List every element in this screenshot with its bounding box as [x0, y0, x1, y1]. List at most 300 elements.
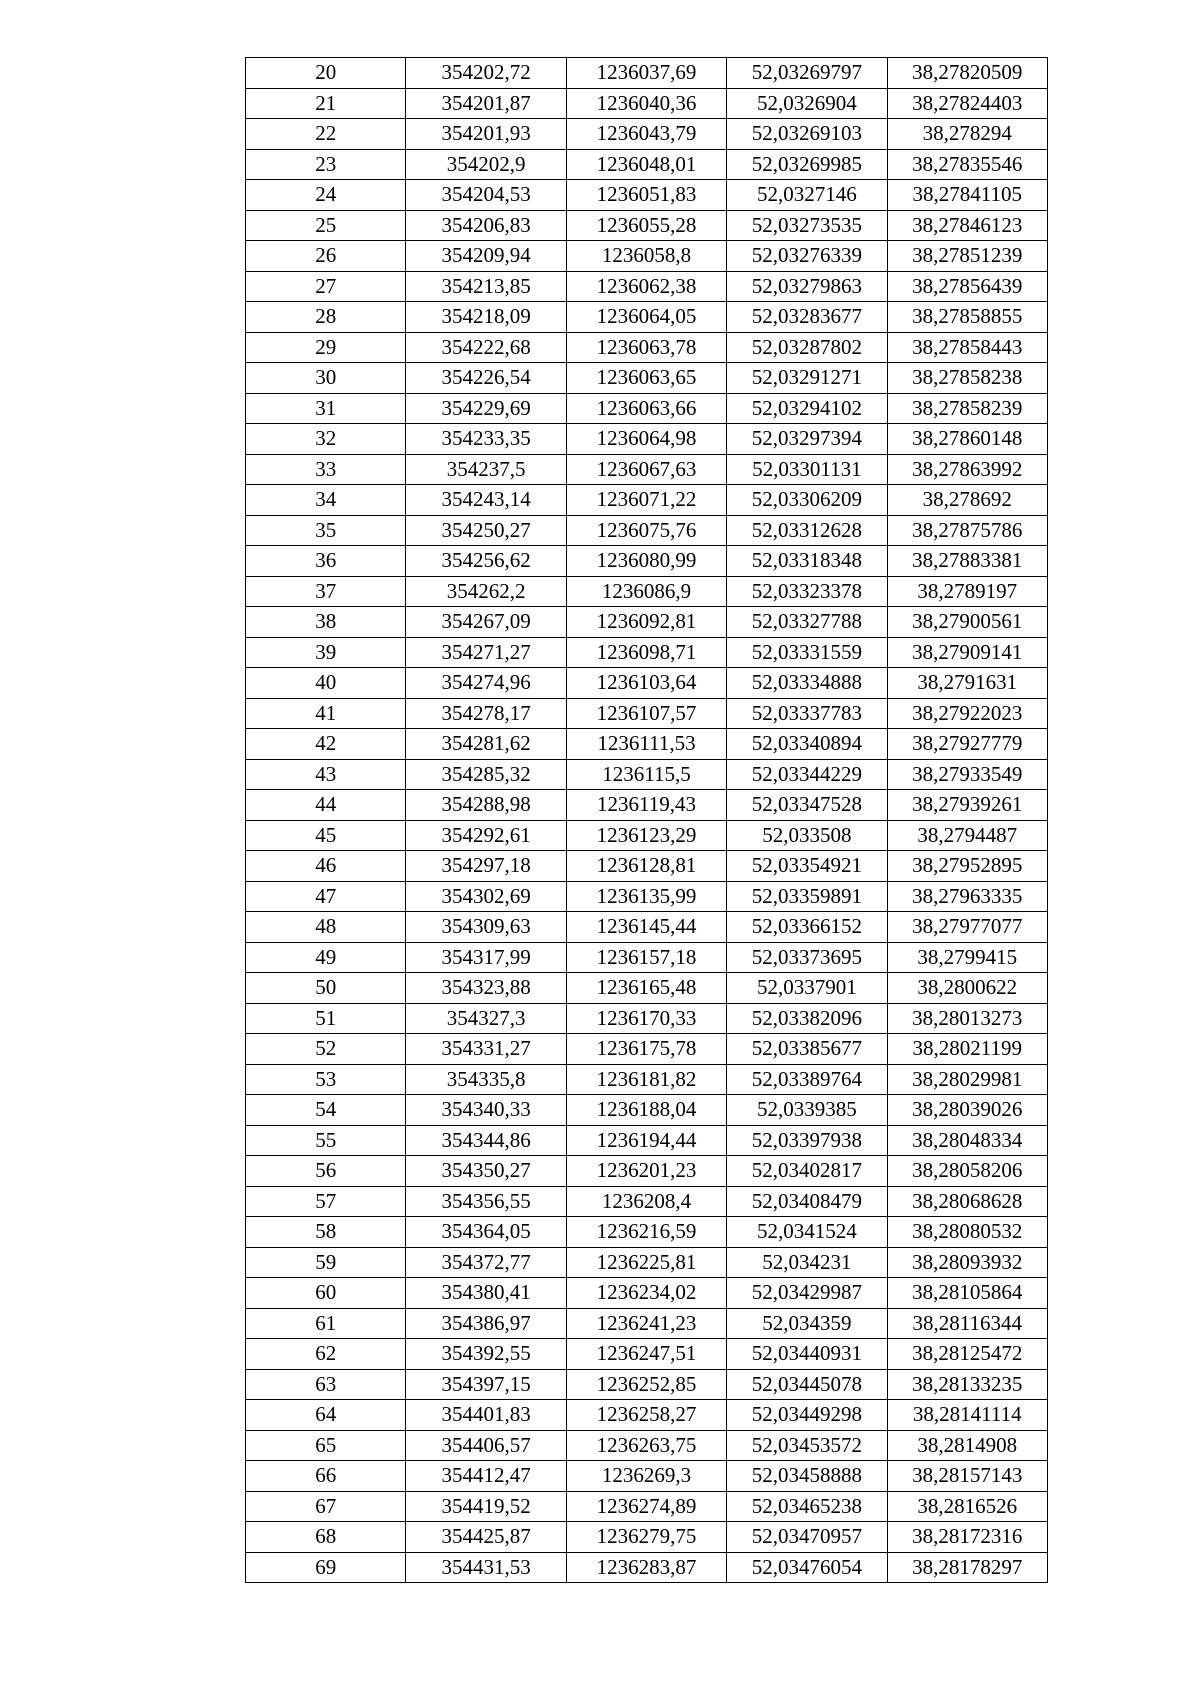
x-coordinate-cell: 354243,14: [406, 485, 566, 516]
point-number-cell: 23: [246, 149, 406, 180]
table-row: [246, 912, 1048, 943]
y-coordinate-cell: 1236115,5: [566, 759, 726, 790]
latitude-cell: 52,03453572: [727, 1430, 887, 1461]
x-coordinate-cell: 354285,32: [406, 759, 566, 790]
point-number-cell: 57: [246, 1186, 406, 1217]
latitude-cell: 52,03306209: [727, 485, 887, 516]
x-coordinate-cell: 354237,5: [406, 454, 566, 485]
table-row: [246, 1308, 1048, 1339]
latitude-cell: 52,0327146: [727, 180, 887, 211]
point-number-cell: 22: [246, 119, 406, 150]
longitude-cell: 38,27858238: [887, 363, 1047, 394]
x-coordinate-cell: 354281,62: [406, 729, 566, 760]
x-coordinate-cell: 354256,62: [406, 546, 566, 577]
y-coordinate-cell: 1236048,01: [566, 149, 726, 180]
y-coordinate-cell: 1236234,02: [566, 1278, 726, 1309]
point-number-cell: 51: [246, 1003, 406, 1034]
x-coordinate-cell: 354431,53: [406, 1552, 566, 1583]
point-number-cell: 52: [246, 1034, 406, 1065]
x-coordinate-cell: 354406,57: [406, 1430, 566, 1461]
latitude-cell: 52,03354921: [727, 851, 887, 882]
longitude-cell: 38,28021199: [887, 1034, 1047, 1065]
table-row: [246, 515, 1048, 546]
point-number-cell: 20: [246, 58, 406, 89]
longitude-cell: 38,27835546: [887, 149, 1047, 180]
longitude-cell: 38,28133235: [887, 1369, 1047, 1400]
y-coordinate-cell: 1236188,04: [566, 1095, 726, 1126]
point-number-cell: 39: [246, 637, 406, 668]
longitude-cell: 38,27824403: [887, 88, 1047, 119]
table-row: [246, 1491, 1048, 1522]
point-number-cell: 38: [246, 607, 406, 638]
x-coordinate-cell: 354233,35: [406, 424, 566, 455]
longitude-cell: 38,2794487: [887, 820, 1047, 851]
longitude-cell: 38,28029981: [887, 1064, 1047, 1095]
latitude-cell: 52,03334888: [727, 668, 887, 699]
table-row: [246, 1461, 1048, 1492]
table-row: [246, 729, 1048, 760]
latitude-cell: 52,03449298: [727, 1400, 887, 1431]
x-coordinate-cell: 354344,86: [406, 1125, 566, 1156]
y-coordinate-cell: 1236055,28: [566, 210, 726, 241]
latitude-cell: 52,034359: [727, 1308, 887, 1339]
y-coordinate-cell: 1236103,64: [566, 668, 726, 699]
point-number-cell: 26: [246, 241, 406, 272]
table-row: [246, 1339, 1048, 1370]
point-number-cell: 29: [246, 332, 406, 363]
point-number-cell: 45: [246, 820, 406, 851]
y-coordinate-cell: 1236145,44: [566, 912, 726, 943]
point-number-cell: 68: [246, 1522, 406, 1553]
y-coordinate-cell: 1236181,82: [566, 1064, 726, 1095]
latitude-cell: 52,034231: [727, 1247, 887, 1278]
point-number-cell: 40: [246, 668, 406, 699]
latitude-cell: 52,03347528: [727, 790, 887, 821]
latitude-cell: 52,03318348: [727, 546, 887, 577]
point-number-cell: 56: [246, 1156, 406, 1187]
table-row: [246, 942, 1048, 973]
longitude-cell: 38,2791631: [887, 668, 1047, 699]
x-coordinate-cell: 354292,61: [406, 820, 566, 851]
point-number-cell: 64: [246, 1400, 406, 1431]
x-coordinate-cell: 354356,55: [406, 1186, 566, 1217]
longitude-cell: 38,28125472: [887, 1339, 1047, 1370]
longitude-cell: 38,27863992: [887, 454, 1047, 485]
latitude-cell: 52,03366152: [727, 912, 887, 943]
x-coordinate-cell: 354401,83: [406, 1400, 566, 1431]
latitude-cell: 52,03440931: [727, 1339, 887, 1370]
y-coordinate-cell: 1236263,75: [566, 1430, 726, 1461]
longitude-cell: 38,27858443: [887, 332, 1047, 363]
y-coordinate-cell: 1236064,05: [566, 302, 726, 333]
y-coordinate-cell: 1236107,57: [566, 698, 726, 729]
longitude-cell: 38,2814908: [887, 1430, 1047, 1461]
longitude-cell: 38,28178297: [887, 1552, 1047, 1583]
y-coordinate-cell: 1236208,4: [566, 1186, 726, 1217]
point-number-cell: 21: [246, 88, 406, 119]
coordinates-table-body: [246, 58, 1048, 1583]
longitude-cell: 38,28048334: [887, 1125, 1047, 1156]
latitude-cell: 52,03273535: [727, 210, 887, 241]
point-number-cell: 66: [246, 1461, 406, 1492]
latitude-cell: 52,03340894: [727, 729, 887, 760]
latitude-cell: 52,0341524: [727, 1217, 887, 1248]
point-number-cell: 62: [246, 1339, 406, 1370]
x-coordinate-cell: 354262,2: [406, 576, 566, 607]
longitude-cell: 38,27963335: [887, 881, 1047, 912]
latitude-cell: 52,03269985: [727, 149, 887, 180]
y-coordinate-cell: 1236051,83: [566, 180, 726, 211]
table-row: [246, 1125, 1048, 1156]
longitude-cell: 38,28058206: [887, 1156, 1047, 1187]
x-coordinate-cell: 354288,98: [406, 790, 566, 821]
point-number-cell: 44: [246, 790, 406, 821]
table-row: [246, 1278, 1048, 1309]
x-coordinate-cell: 354204,53: [406, 180, 566, 211]
y-coordinate-cell: 1236086,9: [566, 576, 726, 607]
y-coordinate-cell: 1236067,63: [566, 454, 726, 485]
y-coordinate-cell: 1236080,99: [566, 546, 726, 577]
longitude-cell: 38,2799415: [887, 942, 1047, 973]
latitude-cell: 52,03458888: [727, 1461, 887, 1492]
y-coordinate-cell: 1236279,75: [566, 1522, 726, 1553]
x-coordinate-cell: 354397,15: [406, 1369, 566, 1400]
table-row: [246, 424, 1048, 455]
point-number-cell: 41: [246, 698, 406, 729]
table-row: [246, 851, 1048, 882]
table-row: [246, 668, 1048, 699]
y-coordinate-cell: 1236092,81: [566, 607, 726, 638]
x-coordinate-cell: 354331,27: [406, 1034, 566, 1065]
x-coordinate-cell: 354229,69: [406, 393, 566, 424]
table-row: [246, 973, 1048, 1004]
longitude-cell: 38,27860148: [887, 424, 1047, 455]
y-coordinate-cell: 1236063,65: [566, 363, 726, 394]
point-number-cell: 55: [246, 1125, 406, 1156]
latitude-cell: 52,03445078: [727, 1369, 887, 1400]
y-coordinate-cell: 1236252,85: [566, 1369, 726, 1400]
latitude-cell: 52,03283677: [727, 302, 887, 333]
y-coordinate-cell: 1236111,53: [566, 729, 726, 760]
point-number-cell: 28: [246, 302, 406, 333]
x-coordinate-cell: 354425,87: [406, 1522, 566, 1553]
y-coordinate-cell: 1236063,78: [566, 332, 726, 363]
x-coordinate-cell: 354274,96: [406, 668, 566, 699]
x-coordinate-cell: 354364,05: [406, 1217, 566, 1248]
point-number-cell: 60: [246, 1278, 406, 1309]
longitude-cell: 38,27883381: [887, 546, 1047, 577]
point-number-cell: 34: [246, 485, 406, 516]
x-coordinate-cell: 354323,88: [406, 973, 566, 1004]
latitude-cell: 52,03429987: [727, 1278, 887, 1309]
latitude-cell: 52,03402817: [727, 1156, 887, 1187]
x-coordinate-cell: 354327,3: [406, 1003, 566, 1034]
latitude-cell: 52,03344229: [727, 759, 887, 790]
coordinates-table: [245, 57, 1048, 1583]
y-coordinate-cell: 1236135,99: [566, 881, 726, 912]
longitude-cell: 38,2816526: [887, 1491, 1047, 1522]
latitude-cell: 52,03389764: [727, 1064, 887, 1095]
latitude-cell: 52,03476054: [727, 1552, 887, 1583]
y-coordinate-cell: 1236258,27: [566, 1400, 726, 1431]
x-coordinate-cell: 354206,83: [406, 210, 566, 241]
table-row: [246, 485, 1048, 516]
longitude-cell: 38,278692: [887, 485, 1047, 516]
y-coordinate-cell: 1236119,43: [566, 790, 726, 821]
point-number-cell: 53: [246, 1064, 406, 1095]
longitude-cell: 38,28157143: [887, 1461, 1047, 1492]
point-number-cell: 33: [246, 454, 406, 485]
table-row: [246, 607, 1048, 638]
latitude-cell: 52,03465238: [727, 1491, 887, 1522]
latitude-cell: 52,03269103: [727, 119, 887, 150]
table-row: [246, 1247, 1048, 1278]
longitude-cell: 38,27820509: [887, 58, 1047, 89]
table-row: [246, 332, 1048, 363]
table-row: [246, 88, 1048, 119]
latitude-cell: 52,03327788: [727, 607, 887, 638]
table-row: [246, 302, 1048, 333]
latitude-cell: 52,03287802: [727, 332, 887, 363]
table-row: [246, 1156, 1048, 1187]
longitude-cell: 38,28068628: [887, 1186, 1047, 1217]
point-number-cell: 63: [246, 1369, 406, 1400]
table-row: [246, 149, 1048, 180]
table-row: [246, 759, 1048, 790]
y-coordinate-cell: 1236071,22: [566, 485, 726, 516]
point-number-cell: 43: [246, 759, 406, 790]
x-coordinate-cell: 354335,8: [406, 1064, 566, 1095]
x-coordinate-cell: 354267,09: [406, 607, 566, 638]
x-coordinate-cell: 354218,09: [406, 302, 566, 333]
point-number-cell: 30: [246, 363, 406, 394]
y-coordinate-cell: 1236075,76: [566, 515, 726, 546]
table-row: [246, 241, 1048, 272]
latitude-cell: 52,03382096: [727, 1003, 887, 1034]
table-row: [246, 637, 1048, 668]
y-coordinate-cell: 1236170,33: [566, 1003, 726, 1034]
latitude-cell: 52,0326904: [727, 88, 887, 119]
x-coordinate-cell: 354340,33: [406, 1095, 566, 1126]
x-coordinate-cell: 354250,27: [406, 515, 566, 546]
latitude-cell: 52,03269797: [727, 58, 887, 89]
longitude-cell: 38,2789197: [887, 576, 1047, 607]
longitude-cell: 38,2800622: [887, 973, 1047, 1004]
longitude-cell: 38,27841105: [887, 180, 1047, 211]
table-row: [246, 790, 1048, 821]
table-row: [246, 1430, 1048, 1461]
longitude-cell: 38,27858855: [887, 302, 1047, 333]
point-number-cell: 31: [246, 393, 406, 424]
longitude-cell: 38,27858239: [887, 393, 1047, 424]
table-row: [246, 698, 1048, 729]
table-row: [246, 1186, 1048, 1217]
latitude-cell: 52,03385677: [727, 1034, 887, 1065]
y-coordinate-cell: 1236201,23: [566, 1156, 726, 1187]
table-row: [246, 1034, 1048, 1065]
x-coordinate-cell: 354302,69: [406, 881, 566, 912]
table-row: [246, 393, 1048, 424]
point-number-cell: 32: [246, 424, 406, 455]
y-coordinate-cell: 1236098,71: [566, 637, 726, 668]
latitude-cell: 52,03331559: [727, 637, 887, 668]
x-coordinate-cell: 354213,85: [406, 271, 566, 302]
table-row: [246, 1522, 1048, 1553]
longitude-cell: 38,27922023: [887, 698, 1047, 729]
point-number-cell: 25: [246, 210, 406, 241]
latitude-cell: 52,03276339: [727, 241, 887, 272]
x-coordinate-cell: 354297,18: [406, 851, 566, 882]
point-number-cell: 59: [246, 1247, 406, 1278]
table-row: [246, 119, 1048, 150]
table-row: [246, 363, 1048, 394]
table-row: [246, 271, 1048, 302]
table-row: [246, 58, 1048, 89]
x-coordinate-cell: 354380,41: [406, 1278, 566, 1309]
table-row: [246, 1095, 1048, 1126]
latitude-cell: 52,03312628: [727, 515, 887, 546]
point-number-cell: 48: [246, 912, 406, 943]
y-coordinate-cell: 1236216,59: [566, 1217, 726, 1248]
latitude-cell: 52,03301131: [727, 454, 887, 485]
x-coordinate-cell: 354386,97: [406, 1308, 566, 1339]
longitude-cell: 38,28172316: [887, 1522, 1047, 1553]
longitude-cell: 38,27952895: [887, 851, 1047, 882]
y-coordinate-cell: 1236157,18: [566, 942, 726, 973]
longitude-cell: 38,27933549: [887, 759, 1047, 790]
table-row: [246, 1369, 1048, 1400]
y-coordinate-cell: 1236128,81: [566, 851, 726, 882]
point-number-cell: 47: [246, 881, 406, 912]
longitude-cell: 38,28039026: [887, 1095, 1047, 1126]
latitude-cell: 52,03323378: [727, 576, 887, 607]
y-coordinate-cell: 1236247,51: [566, 1339, 726, 1370]
x-coordinate-cell: 354350,27: [406, 1156, 566, 1187]
latitude-cell: 52,03291271: [727, 363, 887, 394]
x-coordinate-cell: 354412,47: [406, 1461, 566, 1492]
y-coordinate-cell: 1236283,87: [566, 1552, 726, 1583]
longitude-cell: 38,27856439: [887, 271, 1047, 302]
longitude-cell: 38,28013273: [887, 1003, 1047, 1034]
x-coordinate-cell: 354271,27: [406, 637, 566, 668]
table-row: [246, 180, 1048, 211]
x-coordinate-cell: 354419,52: [406, 1491, 566, 1522]
y-coordinate-cell: 1236225,81: [566, 1247, 726, 1278]
point-number-cell: 61: [246, 1308, 406, 1339]
point-number-cell: 54: [246, 1095, 406, 1126]
x-coordinate-cell: 354309,63: [406, 912, 566, 943]
x-coordinate-cell: 354201,93: [406, 119, 566, 150]
y-coordinate-cell: 1236274,89: [566, 1491, 726, 1522]
latitude-cell: 52,03337783: [727, 698, 887, 729]
longitude-cell: 38,27977077: [887, 912, 1047, 943]
point-number-cell: 27: [246, 271, 406, 302]
latitude-cell: 52,03408479: [727, 1186, 887, 1217]
longitude-cell: 38,28116344: [887, 1308, 1047, 1339]
y-coordinate-cell: 1236062,38: [566, 271, 726, 302]
point-number-cell: 49: [246, 942, 406, 973]
table-row: [246, 820, 1048, 851]
table-row: [246, 546, 1048, 577]
latitude-cell: 52,03279863: [727, 271, 887, 302]
longitude-cell: 38,27851239: [887, 241, 1047, 272]
y-coordinate-cell: 1236043,79: [566, 119, 726, 150]
point-number-cell: 37: [246, 576, 406, 607]
longitude-cell: 38,27846123: [887, 210, 1047, 241]
x-coordinate-cell: 354202,72: [406, 58, 566, 89]
latitude-cell: 52,03359891: [727, 881, 887, 912]
point-number-cell: 46: [246, 851, 406, 882]
y-coordinate-cell: 1236194,44: [566, 1125, 726, 1156]
y-coordinate-cell: 1236123,29: [566, 820, 726, 851]
longitude-cell: 38,28093932: [887, 1247, 1047, 1278]
table-row: [246, 881, 1048, 912]
y-coordinate-cell: 1236063,66: [566, 393, 726, 424]
table-row: [246, 1217, 1048, 1248]
x-coordinate-cell: 354278,17: [406, 698, 566, 729]
latitude-cell: 52,03297394: [727, 424, 887, 455]
point-number-cell: 58: [246, 1217, 406, 1248]
longitude-cell: 38,27909141: [887, 637, 1047, 668]
longitude-cell: 38,28141114: [887, 1400, 1047, 1431]
point-number-cell: 67: [246, 1491, 406, 1522]
x-coordinate-cell: 354317,99: [406, 942, 566, 973]
table-row: [246, 1400, 1048, 1431]
latitude-cell: 52,03470957: [727, 1522, 887, 1553]
x-coordinate-cell: 354392,55: [406, 1339, 566, 1370]
x-coordinate-cell: 354226,54: [406, 363, 566, 394]
x-coordinate-cell: 354201,87: [406, 88, 566, 119]
longitude-cell: 38,27900561: [887, 607, 1047, 638]
longitude-cell: 38,27927779: [887, 729, 1047, 760]
longitude-cell: 38,278294: [887, 119, 1047, 150]
x-coordinate-cell: 354202,9: [406, 149, 566, 180]
latitude-cell: 52,03294102: [727, 393, 887, 424]
latitude-cell: 52,0339385: [727, 1095, 887, 1126]
y-coordinate-cell: 1236241,23: [566, 1308, 726, 1339]
y-coordinate-cell: 1236165,48: [566, 973, 726, 1004]
y-coordinate-cell: 1236040,36: [566, 88, 726, 119]
latitude-cell: 52,03397938: [727, 1125, 887, 1156]
y-coordinate-cell: 1236037,69: [566, 58, 726, 89]
table-row: [246, 1064, 1048, 1095]
table-row: [246, 1552, 1048, 1583]
x-coordinate-cell: 354209,94: [406, 241, 566, 272]
table-row: [246, 210, 1048, 241]
table-row: [246, 576, 1048, 607]
point-number-cell: 36: [246, 546, 406, 577]
longitude-cell: 38,27875786: [887, 515, 1047, 546]
table-row: [246, 454, 1048, 485]
longitude-cell: 38,28080532: [887, 1217, 1047, 1248]
y-coordinate-cell: 1236269,3: [566, 1461, 726, 1492]
latitude-cell: 52,03373695: [727, 942, 887, 973]
latitude-cell: 52,033508: [727, 820, 887, 851]
point-number-cell: 50: [246, 973, 406, 1004]
y-coordinate-cell: 1236064,98: [566, 424, 726, 455]
x-coordinate-cell: 354372,77: [406, 1247, 566, 1278]
point-number-cell: 42: [246, 729, 406, 760]
point-number-cell: 35: [246, 515, 406, 546]
longitude-cell: 38,28105864: [887, 1278, 1047, 1309]
point-number-cell: 65: [246, 1430, 406, 1461]
latitude-cell: 52,0337901: [727, 973, 887, 1004]
table-row: [246, 1003, 1048, 1034]
point-number-cell: 24: [246, 180, 406, 211]
longitude-cell: 38,27939261: [887, 790, 1047, 821]
y-coordinate-cell: 1236058,8: [566, 241, 726, 272]
point-number-cell: 69: [246, 1552, 406, 1583]
